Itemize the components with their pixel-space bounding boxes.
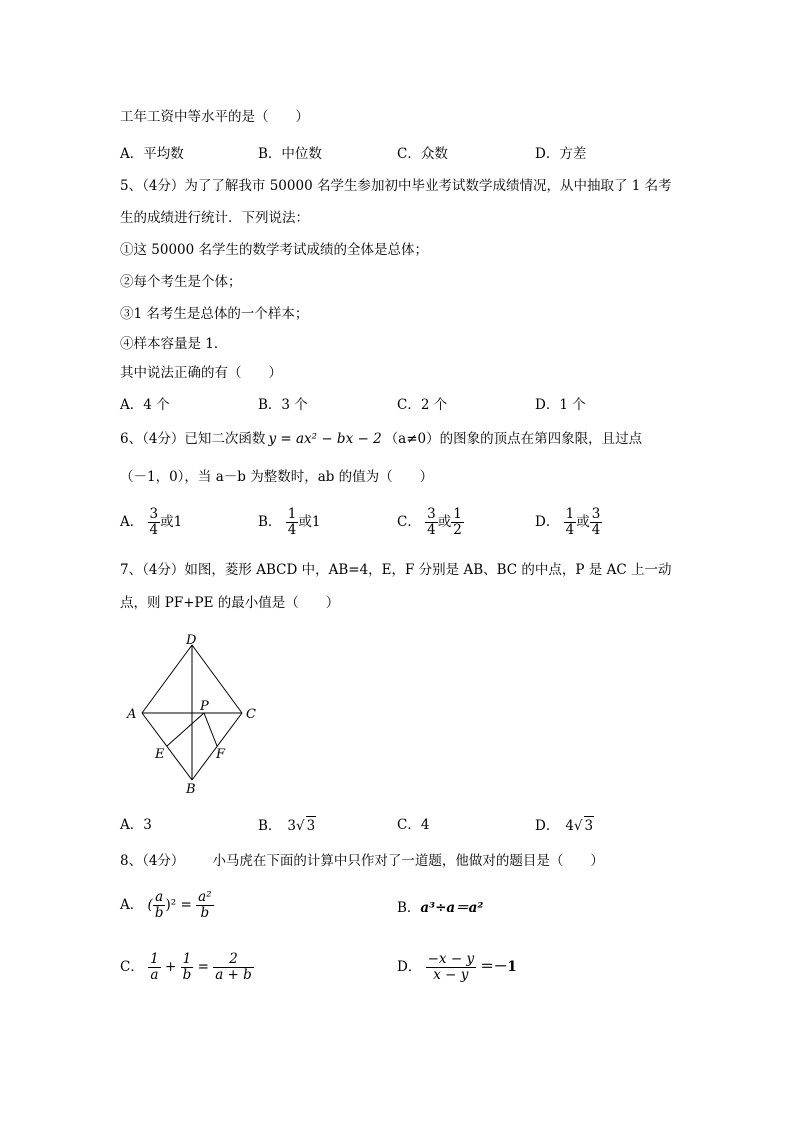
fraction xyxy=(153,890,166,921)
option-letter: B． xyxy=(258,818,282,834)
option-letter: D． xyxy=(535,514,560,530)
option-letter: C． xyxy=(120,959,144,975)
q7-option-d xyxy=(535,816,594,835)
label-d: D xyxy=(186,633,197,648)
radical-coefficient: 4 xyxy=(565,818,574,834)
q6-option-c xyxy=(397,507,464,538)
option-text: 3 xyxy=(143,817,152,833)
option-text: 方差 xyxy=(559,146,587,162)
fraction xyxy=(286,507,299,538)
denominator: x − y xyxy=(433,967,469,983)
q7-option-c xyxy=(397,816,429,834)
q5-statement-4: ④样本容量是 1． xyxy=(120,336,228,352)
denominator: 4 xyxy=(591,522,601,538)
option-letter: C． xyxy=(397,397,421,413)
option-letter: C． xyxy=(397,146,421,162)
or-text: 或 xyxy=(576,514,590,530)
fraction xyxy=(148,952,161,983)
label-f: F xyxy=(216,747,226,762)
option-letter: A． xyxy=(120,514,144,530)
option-letter: B． xyxy=(258,146,282,162)
option-text: 平均数 xyxy=(143,146,184,162)
q5-statement-3: ③1 名考生是总体的一个样本； xyxy=(120,306,309,322)
q6-prefix: 6、（4分）已知二次函数 xyxy=(120,431,266,447)
label-e: E xyxy=(155,747,165,762)
fraction xyxy=(564,507,577,538)
numerator: 3 xyxy=(591,506,601,522)
option-letter: D． xyxy=(397,959,422,975)
q5-option-a xyxy=(120,396,170,414)
fraction xyxy=(213,952,254,983)
option-tail: 1 xyxy=(173,514,183,530)
option-tail: 1 xyxy=(311,514,321,530)
denominator: b xyxy=(154,905,164,921)
q4-tail: 工年工资中等水平的是（ ） xyxy=(120,109,309,125)
numerator: 2 xyxy=(213,952,254,968)
q4-option-c xyxy=(397,145,448,163)
q5-option-c xyxy=(397,396,447,414)
numerator: 3 xyxy=(427,506,436,522)
numerator: 1 xyxy=(453,506,462,522)
option-text: 3 个 xyxy=(281,397,308,413)
q6-line1 xyxy=(120,430,642,448)
option-letter: A． xyxy=(120,897,144,913)
or-text: 或 xyxy=(437,514,452,530)
denominator: 2 xyxy=(453,522,462,538)
option-letter: B． xyxy=(397,900,421,916)
q5-line2: 生的成绩进行统计．下列说法： xyxy=(120,210,309,226)
denominator: a + b xyxy=(215,967,252,983)
denominator: 4 xyxy=(149,522,159,538)
q5-option-b xyxy=(258,396,308,414)
segment-pe xyxy=(167,713,204,746)
q5-line1: 5、（4分）为了了解我市 50000 名学生参加初中毕业考试数学成绩情况，从中抽取了 1 名考 xyxy=(120,178,672,194)
option-letter: D． xyxy=(535,397,560,413)
q7-line2: 点，则 PF+PE 的最小值是（ ） xyxy=(120,595,340,611)
q8-text: 小马虎在下面的计算中只作对了一道题，他做对的题目是（ ） xyxy=(212,853,604,869)
radical-sign: √ xyxy=(296,818,305,834)
fraction xyxy=(148,507,161,538)
left-paren: ( xyxy=(147,897,153,913)
q8-option-a xyxy=(120,890,214,921)
q6-condition: （a≠0）的图象的顶点在第四象限，且过点 xyxy=(384,431,643,447)
numerator: a² xyxy=(198,889,212,905)
equals-sign: = xyxy=(197,959,209,975)
q5-option-d xyxy=(535,396,586,414)
radical-sign: √ xyxy=(573,818,583,834)
segment-pf xyxy=(204,713,217,746)
label-c: C xyxy=(246,707,256,722)
q6-option-a xyxy=(120,507,182,538)
q4-option-b xyxy=(258,145,322,163)
option-letter: B． xyxy=(258,514,282,530)
option-text: 1 个 xyxy=(559,397,586,413)
option-text: 众数 xyxy=(420,146,448,162)
q5-question: 其中说法正确的有（ ） xyxy=(120,365,282,381)
denominator: 4 xyxy=(287,522,297,538)
q4-option-d xyxy=(535,145,586,163)
right-paren-power: )² xyxy=(165,897,177,913)
numerator: 1 xyxy=(565,506,575,522)
result-text: ＝－1 xyxy=(480,959,517,975)
q6-function: y = ax² − bx − 2 xyxy=(268,431,382,447)
label-b: B xyxy=(186,782,196,795)
fraction xyxy=(181,952,194,983)
option-expression: a³÷a＝a² xyxy=(420,900,484,916)
q5-statement-1: ①这 50000 名学生的数学考试成绩的全体是总体； xyxy=(120,242,429,258)
q6-option-d xyxy=(535,507,602,538)
q6-line2: （－1，0），当 a－b 为整数时，ab 的值为（ ） xyxy=(120,469,434,485)
option-letter: C． xyxy=(397,514,421,530)
q7-option-b xyxy=(258,816,316,835)
fraction xyxy=(426,952,476,983)
q8-option-b xyxy=(397,899,483,917)
edge-ab xyxy=(142,713,192,780)
equals-sign: = xyxy=(180,897,192,913)
option-letter: A． xyxy=(120,146,144,162)
option-letter: D． xyxy=(535,818,560,834)
fraction xyxy=(425,507,438,538)
option-letter: D． xyxy=(535,146,560,162)
numerator: a xyxy=(153,890,166,906)
numerator: 1 xyxy=(150,951,159,967)
denominator: b xyxy=(200,905,210,921)
option-text: 中位数 xyxy=(281,146,322,162)
q8-prefix: 8、（4分） xyxy=(120,853,185,869)
numerator: 1 xyxy=(181,952,194,968)
denominator: 4 xyxy=(427,522,436,538)
label-a: A xyxy=(127,707,137,722)
option-text: 2 个 xyxy=(420,397,448,413)
option-letter: A． xyxy=(120,817,144,833)
or-text: 或 xyxy=(160,514,174,530)
q7-option-a xyxy=(120,816,152,834)
option-text: 4 个 xyxy=(143,397,170,413)
option-letter: B． xyxy=(258,397,282,413)
label-p: P xyxy=(200,699,209,714)
fraction xyxy=(451,507,464,538)
q8-option-d xyxy=(397,952,517,983)
q5-statement-2: ②每个考生是个体； xyxy=(120,274,242,290)
denominator: b xyxy=(182,967,192,983)
q4-option-a xyxy=(120,145,184,163)
numerator: −x − y xyxy=(427,951,475,967)
edge-da xyxy=(142,645,192,713)
numerator: 3 xyxy=(149,506,159,522)
q8-option-c xyxy=(120,952,254,983)
option-text: 4 xyxy=(420,817,430,833)
denominator: 4 xyxy=(565,522,575,538)
option-letter: A． xyxy=(120,397,144,413)
rhombus-figure xyxy=(122,630,272,795)
q8-line xyxy=(120,852,604,870)
plus-sign: + xyxy=(165,959,177,975)
numerator: 1 xyxy=(287,506,297,522)
radical-coefficient: 3 xyxy=(287,818,297,834)
or-text: 或 xyxy=(298,514,312,530)
fraction xyxy=(590,507,603,538)
denominator: a xyxy=(150,967,159,983)
fraction xyxy=(196,890,213,921)
option-letter: C． xyxy=(397,817,421,833)
radicand: 3 xyxy=(306,818,316,834)
q6-option-b xyxy=(258,507,320,538)
q7-line1: 7、（4分）如图，菱形 ABCD 中，AB=4，E，F 分别是 AB、BC 的中点，P 是 AC 上一动 xyxy=(120,562,672,578)
radicand: 3 xyxy=(584,818,594,834)
